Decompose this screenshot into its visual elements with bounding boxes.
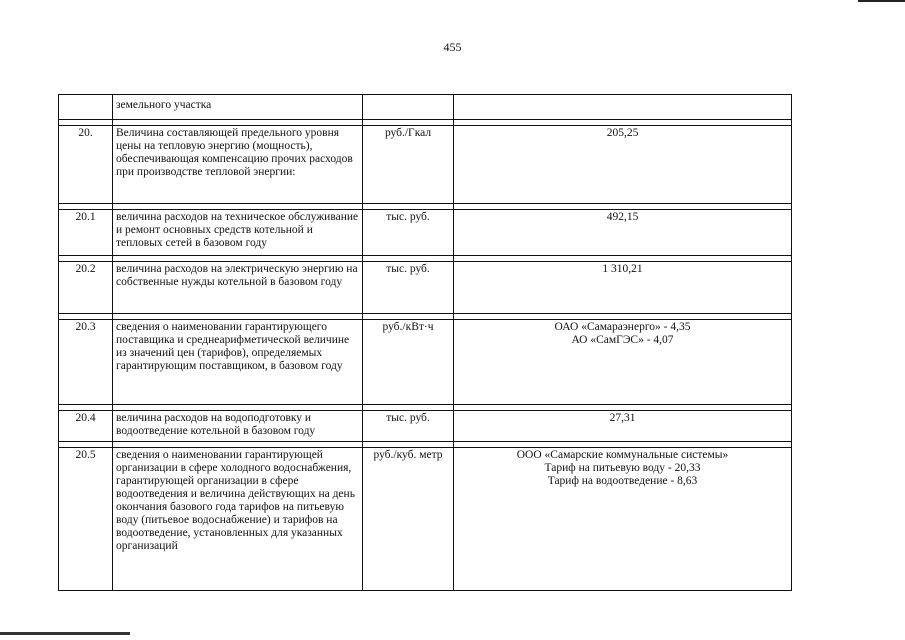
table-row [59, 95, 792, 120]
row-description: сведения о наименовании гарантирующего поставщика и среднеарифметической величине из значений цен (тарифов), определяемых гарантирующим поставщиком, в базовом году [113, 320, 363, 405]
row-unit: тыс. руб. [363, 262, 454, 314]
row-number: 20.5 [59, 448, 113, 591]
scan-artifact-bottom [0, 632, 130, 635]
value-line: 27,31 [609, 412, 636, 424]
row-description: сведения о наименовании гарантирующей организации в сфере холодного водоснабжения, гарантирующей организации в сфере водоотведения и величина действующих на день окончания базового года тарифов на питьевую воду (питьевое водоснабжение) и тарифов на водоотведение, установленных для указанных организаций [113, 448, 363, 591]
row-unit: руб./куб. метр [363, 448, 454, 591]
row-value [454, 262, 792, 314]
table-row [59, 262, 792, 314]
row-value [454, 320, 792, 405]
value-line: 1 310,21 [602, 263, 643, 275]
row-description: земельного участка [113, 95, 363, 120]
table-row [59, 210, 792, 256]
row-unit: руб./Гкал [363, 126, 454, 204]
page-number: 455 [443, 40, 462, 54]
table-row [59, 411, 792, 442]
row-value [454, 448, 792, 591]
row-number: 20.2 [59, 262, 113, 314]
row-number: 20. [59, 126, 113, 204]
value-line: Тариф на питьевую воду - 20,33 [544, 462, 701, 474]
tariff-table [58, 94, 792, 591]
row-value [454, 411, 792, 442]
row-description: величина расходов на водоподготовку и водоотведение котельной в базовом году [113, 411, 363, 442]
value-line: 492,15 [606, 211, 639, 223]
table-row [59, 126, 792, 204]
row-description: Величина составляющей предельного уровня цены на тепловую энергию (мощность), обеспечивающая компенсацию прочих расходов при производстве тепловой энергии: [113, 126, 363, 204]
value-line: ООО «Самарские коммунальные системы» [516, 449, 729, 461]
scan-artifact-top [858, 0, 905, 2]
row-number: 20.3 [59, 320, 113, 405]
table-row [59, 448, 792, 591]
row-unit: тыс. руб. [363, 411, 454, 442]
row-value [454, 126, 792, 204]
row-number: 20.4 [59, 411, 113, 442]
table-row [59, 320, 792, 405]
row-value [454, 210, 792, 256]
row-value [454, 95, 792, 120]
row-description: величина расходов на электрическую энергию на собственные нужды котельной в базовом году [113, 262, 363, 314]
row-number [59, 95, 113, 120]
row-unit: тыс. руб. [363, 210, 454, 256]
value-line: 205,25 [606, 127, 639, 139]
value-line: Тариф на водоотведение - 8,63 [547, 475, 698, 487]
value-line: АО «СамГЭС» - 4,07 [571, 334, 674, 346]
row-unit: руб./кВт·ч [363, 320, 454, 405]
row-description: величина расходов на техническое обслуживание и ремонт основных средств котельной и тепловых сетей в базовом году [113, 210, 363, 256]
row-unit [363, 95, 454, 120]
row-number: 20.1 [59, 210, 113, 256]
value-line: ОАО «Самараэнерго» - 4,35 [554, 321, 691, 333]
